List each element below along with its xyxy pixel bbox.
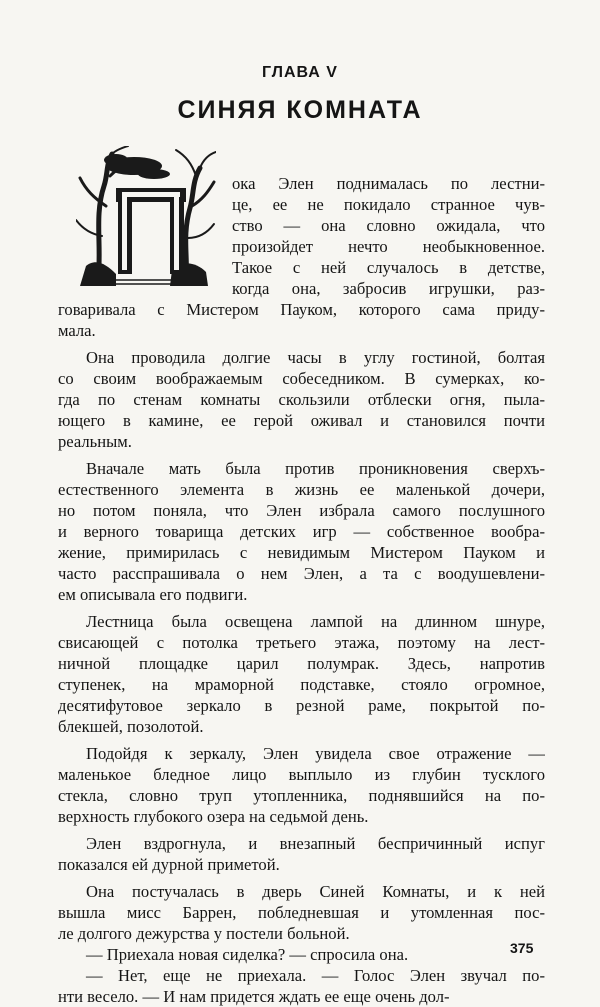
- text-line: вышла мисс Баррен, побледневшая и утомленная пос-: [58, 903, 545, 922]
- text-line: стекла, словно труп утопленника, поднявшийся на по-: [58, 786, 545, 805]
- text-line: Она постучалась в дверь Синей Комнаты, и к ней: [86, 882, 545, 901]
- text-line: Лестница была освещена лампой на длинном шнуре,: [86, 612, 545, 631]
- text-line: реальным.: [58, 432, 132, 451]
- text-line: ле долгого дежурства у постели больной.: [58, 924, 350, 943]
- text-line: ничной площадке царил полумрак. Здесь, напротив: [58, 654, 545, 673]
- text-line: — Приехала новая сиделка? — спросила она.: [86, 945, 409, 964]
- text-line: ющего в камине, ее герой оживал и становился почти: [58, 411, 545, 430]
- text-line: блекшей, позолотой.: [58, 717, 204, 736]
- chapter-title: СИНЯЯ КОМНАТА: [177, 96, 423, 124]
- text-line: нти весело. — И нам придется ждать ее еще очень дол-: [58, 987, 450, 1006]
- text-line: мала.: [58, 321, 96, 340]
- text-line: Подойдя к зеркалу, Элен увидела свое отражение —: [86, 744, 545, 763]
- text-line: ступенек, на мраморной подставке, стояло огромное,: [58, 675, 545, 694]
- text-line: со своим воображаемым собеседником. В сумерках, ко-: [58, 369, 545, 388]
- text-line: гда по стенам комнаты скользили отблески огня, пыла-: [58, 390, 545, 409]
- text-line: ока Элен поднималась по лестни-: [232, 174, 545, 193]
- text-line: произойдет нечто необыкновенное.: [232, 237, 545, 256]
- text-line: говаривала с Мистером Пауком, которого сама приду-: [58, 300, 545, 319]
- text-line: Элен вздрогнула, и внезапный беспричинный испуг: [86, 834, 545, 853]
- text-line: ем описывала его подвиги.: [58, 585, 248, 604]
- text-line: жение, примирилась с невидимым Мистером Пауком и: [58, 543, 545, 562]
- text-line: десятифутовое зеркало в резной раме, покрытой по-: [58, 696, 545, 715]
- text-line: маленькое бледное лицо выплыло из глубин тусклого: [58, 765, 545, 784]
- text-line: Она проводила долгие часы в углу гостиной, болтая: [86, 348, 545, 367]
- body-text: [58, 173, 545, 1007]
- text-line: Такое с ней случалось в детстве,: [232, 258, 545, 277]
- text-line: естественного элемента в жизнь ее маленькой дочери,: [58, 480, 545, 499]
- text-line: свисающей с потолка третьего этажа, поэтому на лест-: [58, 633, 545, 652]
- text-line: но потом поняла, что Элен избрала самого послушного: [58, 501, 545, 520]
- page-number: 375: [510, 940, 534, 956]
- text-line: часто расспрашивала о нем Элен, а та с воодушевлени-: [58, 564, 545, 583]
- text-line: — Нет, еще не приехала. — Голос Элен звучал по-: [86, 966, 545, 985]
- text-line: верхность глубокого озера на седьмой день.: [58, 807, 369, 826]
- text-line: це, ее не покидало странное чув-: [232, 195, 545, 214]
- text-line: Вначале мать была против проникновения сверхъ-: [86, 459, 545, 478]
- text-line: и верного товарища детских игр — собственное вообра-: [58, 522, 545, 541]
- text-line: показался ей дурной приметой.: [58, 855, 280, 874]
- text-line: ство — она словно ожидала, что: [232, 216, 545, 235]
- chapter-label: ГЛАВА V: [262, 64, 338, 81]
- text-line: когда она, забросив игрушки, раз-: [232, 279, 545, 298]
